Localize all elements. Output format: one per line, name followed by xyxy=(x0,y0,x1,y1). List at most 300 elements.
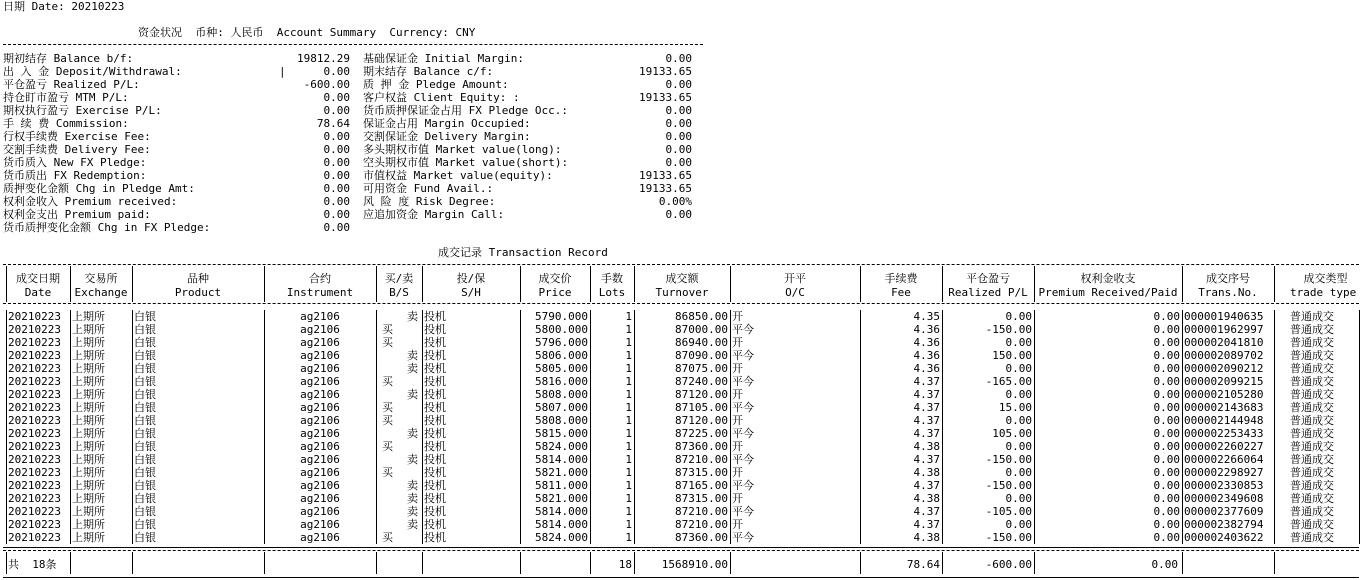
table-cell: 000002403622 xyxy=(1184,531,1264,544)
table-cell: 普通成交 xyxy=(1290,401,1334,414)
summary-label: 期初结存 Balance b/f: xyxy=(3,52,134,65)
table-cell: 1 xyxy=(625,453,632,466)
table-cell: 0.00 xyxy=(1153,401,1180,414)
summary-separator-mark: | xyxy=(279,65,286,78)
table-cell: 买 xyxy=(382,466,393,479)
table-cell: 上期所 xyxy=(72,479,105,492)
summary-label: 应追加资金 Margin Call: xyxy=(363,208,505,221)
table-cell: 0.00 xyxy=(1153,479,1180,492)
table-cell: 0.00 xyxy=(1153,440,1180,453)
table-cell: 000002253433 xyxy=(1184,427,1264,440)
summary-value: 0.00 xyxy=(665,143,692,156)
column-separator xyxy=(264,266,265,302)
summary-value: 0.00 xyxy=(323,143,350,156)
column-header-cn: 成交日期 xyxy=(16,272,60,285)
table-cell: 5814.000 xyxy=(535,505,588,518)
table-cell: 87360.00 xyxy=(675,531,728,544)
column-header-cn: 合约 xyxy=(309,272,331,285)
table-row xyxy=(0,310,1361,323)
table-cell: 普通成交 xyxy=(1290,388,1334,401)
table-cell: 0.00 xyxy=(1153,336,1180,349)
table-cell: 买 xyxy=(382,414,393,427)
table-cell: -150.00 xyxy=(985,479,1032,492)
table-cell: 普通成交 xyxy=(1290,518,1334,531)
summary-value: 19133.65 xyxy=(639,65,692,78)
table-cell: ag2106 xyxy=(300,349,340,362)
table-cell: 投机 xyxy=(424,440,446,453)
table-cell: 1 xyxy=(625,349,632,362)
column-header-en: Product xyxy=(174,286,222,299)
table-cell: 0.00 xyxy=(1153,518,1180,531)
column-separator xyxy=(70,266,71,302)
column-header-en: Realized P/L xyxy=(948,286,1028,299)
summary-value: 0.00% xyxy=(658,195,692,208)
summary-value: -600.00 xyxy=(303,78,350,91)
table-cell: 20210223 xyxy=(8,440,61,453)
table-cell: 000002089702 xyxy=(1184,349,1264,362)
table-cell: 0.00 xyxy=(1153,310,1180,323)
table-cell: 投机 xyxy=(424,349,446,362)
table-cell: 投机 xyxy=(424,401,446,414)
table-cell: 20210223 xyxy=(8,336,61,349)
table-cell: 1 xyxy=(625,466,632,479)
table-cell: 0.00 xyxy=(1153,414,1180,427)
table-cell: 20210223 xyxy=(8,505,61,518)
column-header-en: O/C xyxy=(785,286,805,299)
table-cell: ag2106 xyxy=(300,375,340,388)
table-cell: 20210223 xyxy=(8,375,61,388)
column-header-en: B/S xyxy=(389,286,409,299)
table-cell: 87120.00 xyxy=(675,414,728,427)
summary-value: 19133.65 xyxy=(639,182,692,195)
table-cell: 20210223 xyxy=(8,492,61,505)
column-separator xyxy=(422,266,423,302)
summary-label: 出 入 金 Deposit/Withdrawal: xyxy=(3,65,182,78)
column-header-en: Turnover xyxy=(655,286,709,299)
table-cell: 平今 xyxy=(732,401,754,414)
column-header-en: Premium Received/Paid xyxy=(1038,286,1178,299)
table-cell: 1 xyxy=(625,531,632,544)
table-row xyxy=(0,388,1361,401)
column-header-cn: 成交类型 xyxy=(1303,272,1348,285)
table-cell: 4.37 xyxy=(913,453,940,466)
table-cell: 白银 xyxy=(134,375,156,388)
summary-label: 行权手续费 Exercise Fee: xyxy=(3,130,151,143)
table-cell: 0.00 xyxy=(1153,375,1180,388)
table-row xyxy=(0,466,1361,479)
table-cell: 5807.000 xyxy=(535,401,588,414)
table-cell: 1 xyxy=(625,388,632,401)
table-cell: 4.37 xyxy=(913,388,940,401)
table-cell: 000002298927 xyxy=(1184,466,1264,479)
table-cell: -150.00 xyxy=(985,323,1032,336)
table-cell: 000002144948 xyxy=(1184,414,1264,427)
table-cell: 20210223 xyxy=(8,310,61,323)
table-row xyxy=(0,323,1361,336)
table-row xyxy=(0,505,1361,518)
table-cell: 卖 xyxy=(407,505,418,518)
table-cell: 20210223 xyxy=(8,466,61,479)
table-cell: ag2106 xyxy=(300,505,340,518)
table-cell: 5796.000 xyxy=(535,336,588,349)
table-cell: 1 xyxy=(625,310,632,323)
table-cell: 开 xyxy=(732,492,743,505)
table-cell: 000002041810 xyxy=(1184,336,1264,349)
table-cell: 平今 xyxy=(732,479,754,492)
summary-value: 0.00 xyxy=(323,208,350,221)
table-cell: 4.37 xyxy=(913,518,940,531)
table-cell: 4.38 xyxy=(913,440,940,453)
table-cell: 买 xyxy=(382,401,393,414)
table-cell: 白银 xyxy=(134,466,156,479)
table-cell: ag2106 xyxy=(300,531,340,544)
table-cell: 4.36 xyxy=(913,336,940,349)
table-cell: 4.38 xyxy=(913,492,940,505)
table-cell: 1 xyxy=(625,427,632,440)
table-cell: ag2106 xyxy=(300,518,340,531)
summary-value: 0.00 xyxy=(665,78,692,91)
summary-label: 可用资金 Fund Avail.: xyxy=(363,182,494,195)
summary-value: 0.00 xyxy=(323,182,350,195)
table-cell: 普通成交 xyxy=(1290,310,1334,323)
table-cell: ag2106 xyxy=(300,414,340,427)
table-cell: 5811.000 xyxy=(535,479,588,492)
summary-value: 19133.65 xyxy=(639,91,692,104)
column-separator xyxy=(264,552,265,574)
column-separator xyxy=(590,552,591,574)
table-cell: 000002382794 xyxy=(1184,518,1264,531)
table-cell: 0.00 xyxy=(1153,388,1180,401)
summary-label: 客户权益 Client Equity: : xyxy=(363,91,520,104)
table-cell: 15.00 xyxy=(998,401,1032,414)
table-cell: 上期所 xyxy=(72,310,105,323)
table-cell: -150.00 xyxy=(985,531,1032,544)
table-cell: 5790.000 xyxy=(535,310,588,323)
table-cell: 5824.000 xyxy=(535,531,588,544)
column-separator xyxy=(634,552,635,574)
summary-value: 0.00 xyxy=(665,117,692,130)
rows-bottom-divider-dashed xyxy=(3,550,1359,551)
table-cell: 5805.000 xyxy=(535,362,588,375)
table-cell: 0.00 xyxy=(1005,362,1032,375)
table-cell: 投机 xyxy=(424,388,446,401)
summary-label: 基础保证金 Initial Margin: xyxy=(363,52,524,65)
column-separator xyxy=(942,552,943,574)
column-header-en: Fee xyxy=(891,286,911,299)
table-cell: 白银 xyxy=(134,479,156,492)
table-cell: 20210223 xyxy=(8,479,61,492)
table-row xyxy=(0,336,1361,349)
table-row xyxy=(0,375,1361,388)
column-separator xyxy=(520,266,521,302)
summary-label: 权利金收入 Premium received: xyxy=(3,195,178,208)
table-cell: 普通成交 xyxy=(1290,492,1334,505)
table-cell: 87165.00 xyxy=(675,479,728,492)
column-header-en: Price xyxy=(538,286,572,299)
table-cell: 0.00 xyxy=(1005,466,1032,479)
table-cell: 投机 xyxy=(424,453,446,466)
table-cell: 普通成交 xyxy=(1290,479,1334,492)
column-separator xyxy=(634,266,635,302)
table-cell: 上期所 xyxy=(72,388,105,401)
summary-label: 权利金支出 Premium paid: xyxy=(3,208,151,221)
table-cell: 白银 xyxy=(134,427,156,440)
summary-label: 多头期权市值 Market value(long): xyxy=(363,143,562,156)
table-cell: ag2106 xyxy=(300,310,340,323)
column-header-cn: 权利金收支 xyxy=(1080,272,1136,285)
table-cell: 000002266064 xyxy=(1184,453,1264,466)
column-header-cn: 交易所 xyxy=(84,272,118,285)
table-cell: 0.00 xyxy=(1005,336,1032,349)
table-cell: 白银 xyxy=(134,531,156,544)
table-cell: 平今 xyxy=(732,427,754,440)
table-cell: 开 xyxy=(732,518,743,531)
table-cell: ag2106 xyxy=(300,401,340,414)
table-cell: 20210223 xyxy=(8,362,61,375)
table-cell: 白银 xyxy=(134,440,156,453)
table-cell: 白银 xyxy=(134,505,156,518)
table-cell: 卖 xyxy=(407,518,418,531)
table-cell: 卖 xyxy=(407,427,418,440)
table-cell: 4.37 xyxy=(913,375,940,388)
table-cell: 普通成交 xyxy=(1290,375,1334,388)
summary-value: 0.00 xyxy=(665,130,692,143)
table-cell: 0.00 xyxy=(1153,362,1180,375)
column-header-cn: 平仓盈亏 xyxy=(966,272,1010,285)
table-cell: 0.00 xyxy=(1005,310,1032,323)
column-separator xyxy=(520,552,521,574)
table-row xyxy=(0,479,1361,492)
totals-turnover: 1568910.00 xyxy=(661,558,728,571)
table-cell: 投机 xyxy=(424,479,446,492)
table-cell: 105.00 xyxy=(992,427,1032,440)
table-cell: 0.00 xyxy=(1153,453,1180,466)
summary-value: 0.00 xyxy=(665,208,692,221)
table-cell: 普通成交 xyxy=(1290,453,1334,466)
table-row xyxy=(0,453,1361,466)
table-cell: 开 xyxy=(732,414,743,427)
table-cell: 1 xyxy=(625,362,632,375)
table-cell: -150.00 xyxy=(985,453,1032,466)
table-cell: 87315.00 xyxy=(675,492,728,505)
table-cell: 1 xyxy=(625,479,632,492)
table-cell: 000002330853 xyxy=(1184,479,1264,492)
table-cell: 20210223 xyxy=(8,323,61,336)
table-cell: 1 xyxy=(625,492,632,505)
table-cell: 87210.00 xyxy=(675,518,728,531)
table-cell: 000002377609 xyxy=(1184,505,1264,518)
table-cell: 卖 xyxy=(407,310,418,323)
summary-label: 保证金占用 Margin Occupied: xyxy=(363,117,531,130)
table-cell: 投机 xyxy=(424,518,446,531)
table-cell: 普通成交 xyxy=(1290,349,1334,362)
table-cell: 87210.00 xyxy=(675,453,728,466)
table-cell: 000002105280 xyxy=(1184,388,1264,401)
column-separator xyxy=(132,552,133,574)
table-cell: 上期所 xyxy=(72,336,105,349)
table-cell: 卖 xyxy=(407,479,418,492)
summary-label: 质 押 金 Pledge Amount: xyxy=(363,78,509,91)
table-cell: 5824.000 xyxy=(535,440,588,453)
table-cell: 投机 xyxy=(424,466,446,479)
table-cell: 上期所 xyxy=(72,375,105,388)
table-cell: 150.00 xyxy=(992,349,1032,362)
table-cell: 白银 xyxy=(134,518,156,531)
summary-label: 平仓盈亏 Realized P/L: xyxy=(3,78,140,91)
summary-label: 手 续 费 Commission: xyxy=(3,117,129,130)
summary-value: 0.00 xyxy=(323,156,350,169)
table-cell: 投机 xyxy=(424,427,446,440)
table-cell: 0.00 xyxy=(1153,492,1180,505)
summary-label: 风 险 度 Risk Degree: xyxy=(363,195,496,208)
column-header-en: Lots xyxy=(598,286,626,299)
summary-value: 0.00 xyxy=(323,221,350,234)
column-header-en: Date xyxy=(24,286,52,299)
table-cell: 投机 xyxy=(424,336,446,349)
table-cell: 开 xyxy=(732,310,743,323)
table-cell: 白银 xyxy=(134,401,156,414)
table-cell: 投机 xyxy=(424,531,446,544)
table-cell: 87090.00 xyxy=(675,349,728,362)
table-cell: 开 xyxy=(732,466,743,479)
table-cell: 白银 xyxy=(134,414,156,427)
table-cell: 白银 xyxy=(134,388,156,401)
table-cell: 平今 xyxy=(732,375,754,388)
summary-label: 期末结存 Balance c/f: xyxy=(363,65,494,78)
table-cell: 0.00 xyxy=(1153,531,1180,544)
table-cell: 20210223 xyxy=(8,518,61,531)
table-cell: 普通成交 xyxy=(1290,336,1334,349)
summary-value: 0.00 xyxy=(665,104,692,117)
table-cell: 1 xyxy=(625,505,632,518)
table-cell: 投机 xyxy=(424,375,446,388)
table-cell: 000002349608 xyxy=(1184,492,1264,505)
table-cell: ag2106 xyxy=(300,323,340,336)
summary-label: 交割手续费 Delivery Fee: xyxy=(3,143,151,156)
table-cell: 5808.000 xyxy=(535,388,588,401)
column-header-en: Trans.No. xyxy=(1198,286,1258,299)
table-cell: 开 xyxy=(732,388,743,401)
table-cell: 20210223 xyxy=(8,388,61,401)
table-cell: ag2106 xyxy=(300,362,340,375)
table-row xyxy=(0,414,1361,427)
table-cell: 5800.000 xyxy=(535,323,588,336)
statement-date: 日期 Date: 20210223 xyxy=(3,0,125,13)
column-header-cn: 手续费 xyxy=(884,272,918,285)
column-separator xyxy=(422,552,423,574)
summary-value: 0.00 xyxy=(665,156,692,169)
table-row xyxy=(0,349,1361,362)
table-cell: 1 xyxy=(625,323,632,336)
table-cell: 000002143683 xyxy=(1184,401,1264,414)
summary-value: 0.00 xyxy=(323,130,350,143)
table-cell: 86940.00 xyxy=(675,336,728,349)
column-header-cn: 手数 xyxy=(601,272,623,285)
table-cell: 开 xyxy=(732,440,743,453)
column-separator xyxy=(376,266,377,302)
column-header-en: trade type xyxy=(1290,286,1357,299)
column-separator xyxy=(860,266,861,302)
table-cell: 上期所 xyxy=(72,466,105,479)
totals-fee: 78.64 xyxy=(906,558,940,571)
table-cell: 4.37 xyxy=(913,427,940,440)
totals-premium: 0.00 xyxy=(1151,558,1178,571)
table-cell: 上期所 xyxy=(72,505,105,518)
table-cell: 白银 xyxy=(134,349,156,362)
table-cell: 上期所 xyxy=(72,427,105,440)
summary-value: 78.64 xyxy=(316,117,350,130)
table-cell: 0.00 xyxy=(1153,323,1180,336)
table-cell: 卖 xyxy=(407,388,418,401)
column-separator xyxy=(376,552,377,574)
column-header-cn: 投/保 xyxy=(456,272,486,285)
totals-realized-pl: -600.00 xyxy=(985,558,1032,571)
column-header-en: S/H xyxy=(461,286,481,299)
table-cell: ag2106 xyxy=(300,479,340,492)
summary-top-divider xyxy=(3,44,703,45)
table-cell: 0.00 xyxy=(1005,518,1032,531)
table-cell: 0.00 xyxy=(1005,440,1032,453)
column-separator xyxy=(6,266,7,302)
column-separator xyxy=(590,266,591,302)
transaction-record-title: 成交记录 Transaction Record xyxy=(438,246,608,259)
table-cell: 20210223 xyxy=(8,414,61,427)
column-header-cn: 买/卖 xyxy=(384,272,414,285)
summary-label: 货币质押保证金占用 FX Pledge Occ.: xyxy=(363,104,568,117)
table-cell: 4.36 xyxy=(913,323,940,336)
table-cell: 5806.000 xyxy=(535,349,588,362)
transaction-top-divider xyxy=(3,264,1359,265)
table-cell: 5814.000 xyxy=(535,518,588,531)
header-bottom-divider xyxy=(3,303,1359,304)
table-cell: -165.00 xyxy=(985,375,1032,388)
table-cell: 87225.00 xyxy=(675,427,728,440)
summary-label: 持仓盯市盈亏 MTM P/L: xyxy=(3,91,129,104)
table-cell: 平今 xyxy=(732,531,754,544)
table-cell: 卖 xyxy=(407,453,418,466)
table-cell: 5815.000 xyxy=(535,427,588,440)
summary-label: 期权执行盈亏 Exercise P/L: xyxy=(3,104,162,117)
table-cell: 000002260227 xyxy=(1184,440,1264,453)
column-header-cn: 品种 xyxy=(187,272,209,285)
table-cell: 白银 xyxy=(134,336,156,349)
table-cell: 上期所 xyxy=(72,440,105,453)
table-cell: ag2106 xyxy=(300,336,340,349)
table-row xyxy=(0,492,1361,505)
table-cell: 普通成交 xyxy=(1290,414,1334,427)
table-cell: 平今 xyxy=(732,349,754,362)
summary-label: 市值权益 Market value(equity): xyxy=(363,169,553,182)
table-cell: 卖 xyxy=(407,349,418,362)
table-cell: ag2106 xyxy=(300,427,340,440)
table-cell: 买 xyxy=(382,375,393,388)
table-cell: 4.37 xyxy=(913,505,940,518)
table-cell: 投机 xyxy=(424,323,446,336)
table-cell: 000002099215 xyxy=(1184,375,1264,388)
table-cell: 上期所 xyxy=(72,414,105,427)
summary-label: 货币质出 FX Redemption: xyxy=(3,169,147,182)
table-cell: 1 xyxy=(625,414,632,427)
column-separator xyxy=(6,552,7,574)
table-row xyxy=(0,531,1361,544)
table-cell: 投机 xyxy=(424,492,446,505)
table-cell: 卖 xyxy=(407,492,418,505)
table-cell: 4.38 xyxy=(913,531,940,544)
table-cell: 4.37 xyxy=(913,414,940,427)
column-header-en: Instrument xyxy=(286,286,354,299)
table-cell: 4.35 xyxy=(913,310,940,323)
summary-label: 货币质押变化金额 Chg in FX Pledge: xyxy=(3,221,211,234)
